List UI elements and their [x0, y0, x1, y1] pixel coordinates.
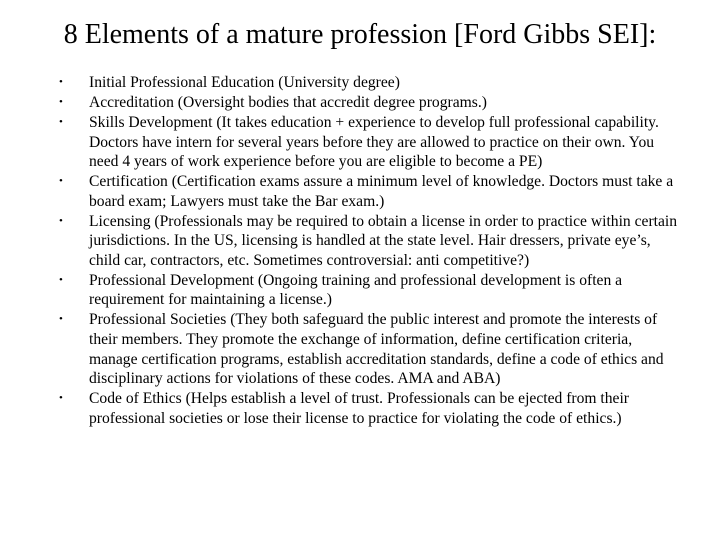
bullet-icon: • — [59, 115, 63, 128]
bullet-text: Accreditation (Oversight bodies that accredit degree programs.) — [89, 93, 487, 111]
list-item — [58, 93, 678, 113]
bullet-icon: • — [59, 273, 63, 286]
bullet-icon: • — [59, 76, 63, 88]
list-item — [58, 73, 678, 93]
bullet-text: Certification (Certification exams assure a minimum level of knowledge. Doctors must take a board exam; Lawyers must take the Bar exam.) — [89, 173, 674, 210]
bullet-text: Skills Development (It takes education + experience to develop full professional capability. Doctors have intern for several years before they are allowed to practice on their own. You need 4 years of work experience before you are eligible to become a PE) — [89, 113, 659, 171]
list-item — [58, 389, 678, 428]
list-item — [58, 113, 678, 172]
list-item — [58, 310, 678, 388]
bullet-list — [58, 73, 678, 429]
bullet-icon: • — [59, 392, 63, 405]
bullet-icon: • — [59, 214, 63, 227]
list-item — [58, 212, 678, 271]
bullet-icon: • — [59, 313, 63, 326]
bullet-icon: • — [59, 95, 63, 108]
bullet-text: Licensing (Professionals may be required to obtain a license in order to practice within certain jurisdictions. In the US, licensing is handled at the state level. Hair dressers, private eye’s, child car, contractors, etc. Sometimes controversial: anti competitive?) — [89, 212, 678, 269]
bullet-text: Professional Development (Ongoing training and professional development is often a requirement for maintaining a license.) — [89, 271, 623, 309]
bullet-text: Code of Ethics (Helps establish a level of trust. Professionals can be ejected from their professional societies or lose their license to practice for violating the code of ethics.) — [89, 390, 629, 427]
list-item — [58, 172, 678, 211]
bullet-text: Initial Professional Education (University degree) — [89, 74, 400, 91]
bullet-text: Professional Societies (They both safeguard the public interest and promote the interests of their members. They promote the exchange of information, define certification criteria, manage certification programs, establish accreditation standards, define a code of ethics and disciplinary actions for violations of these codes. AMA and ABA) — [89, 311, 664, 388]
slide-title: 8 Elements of a mature profession [Ford Gibbs SEI]: — [63, 19, 657, 50]
bullet-icon: • — [59, 175, 63, 188]
list-item — [58, 271, 678, 310]
